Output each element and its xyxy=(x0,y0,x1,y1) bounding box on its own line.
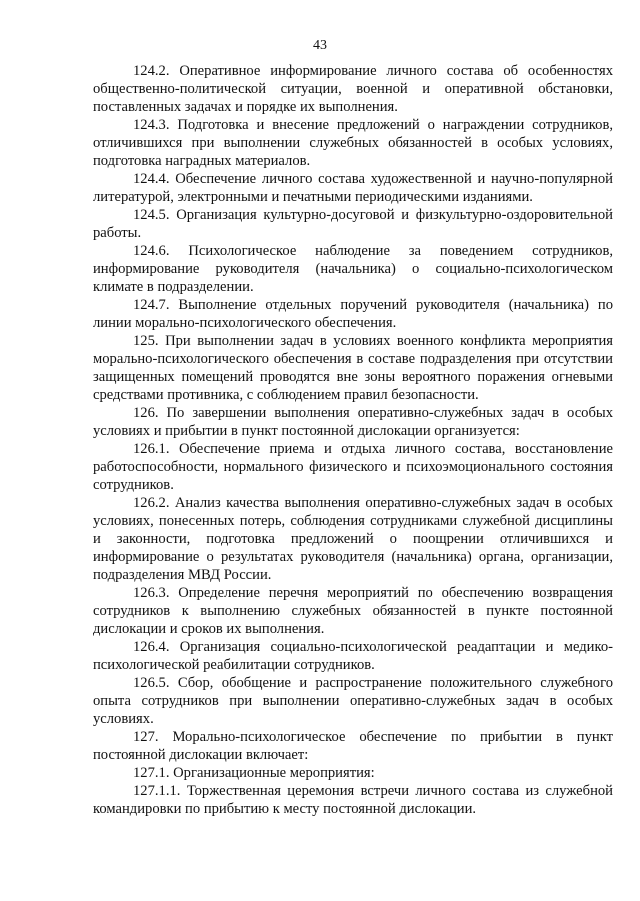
paragraph-124-3: 124.3. Подготовка и внесение предложений о награждении сотрудников, отличившихся при выполнении служебных обязанностей в особых условиях, подготовка наградных материалов. xyxy=(93,117,613,169)
paragraph-124-6: 124.6. Психологическое наблюдение за поведением сотрудников, информирование руководителя (начальника) о социально-психологическом климате в подразделении. xyxy=(93,243,613,295)
document-body xyxy=(93,62,613,818)
paragraph-126: 126. По завершении выполнения оперативно-служебных задач в особых условиях и прибытии в пункт постоянной дислокации организуется: xyxy=(93,405,613,439)
paragraph-126-1: 126.1. Обеспечение приема и отдыха личного состава, восстановление работоспособности, нормального физического и психоэмоционального состояния сотрудников. xyxy=(93,441,613,493)
paragraph-124-5: 124.5. Организация культурно-досуговой и физкультурно-оздоровительной работы. xyxy=(93,207,613,241)
paragraph-127: 127. Морально-психологическое обеспечение по прибытии в пункт постоянной дислокации включает: xyxy=(93,729,613,763)
paragraph-126-2: 126.2. Анализ качества выполнения оперативно-служебных задач в особых условиях, понесенных потерь, соблюдения сотрудниками служебной дисциплины и законности, подготовка предложений о поощрении отличившихся и информирование о результатах руководителя (начальника) органа, организации, подразделения МВД России. xyxy=(93,495,613,583)
paragraph-127-1-1: 127.1.1. Торжественная церемония встречи личного состава из служебной командировки по прибытию к месту постоянной дислокации. xyxy=(93,783,613,817)
paragraph-127-1: 127.1. Организационные мероприятия: xyxy=(133,765,375,781)
paragraph-126-3: 126.3. Определение перечня мероприятий по обеспечению возвращения сотрудников к выполнению служебных обязанностей в пункте постоянной дислокации и сроков их выполнения. xyxy=(93,585,613,637)
paragraph-124-2: 124.2. Оперативное информирование личного состава об особенностях общественно-политической ситуации, военной и оперативной обстановки, поставленных задачах и порядке их выполнения. xyxy=(93,63,613,115)
paragraph-125: 125. При выполнении задач в условиях военного конфликта мероприятия морально-психологического обеспечения в составе подразделения при отсутствии защищенных помещений проводятся вне зоны вероятного поражения огневыми средствами противника, с соблюдением правил безопасности. xyxy=(93,333,613,403)
paragraph-126-5: 126.5. Сбор, обобщение и распространение положительного служебного опыта сотрудников при выполнении оперативно-служебных задач в особых условиях. xyxy=(93,675,613,727)
paragraph-126-4: 126.4. Организация социально-психологической реадаптации и медико-психологической реабилитации сотрудников. xyxy=(93,639,613,673)
paragraph-124-7: 124.7. Выполнение отдельных поручений руководителя (начальника) по линии морально-психологического обеспечения. xyxy=(93,297,613,331)
page-number: 43 xyxy=(313,38,327,53)
paragraph-124-4: 124.4. Обеспечение личного состава художественной и научно-популярной литературой, электронными и печатными периодическими изданиями. xyxy=(93,171,613,205)
